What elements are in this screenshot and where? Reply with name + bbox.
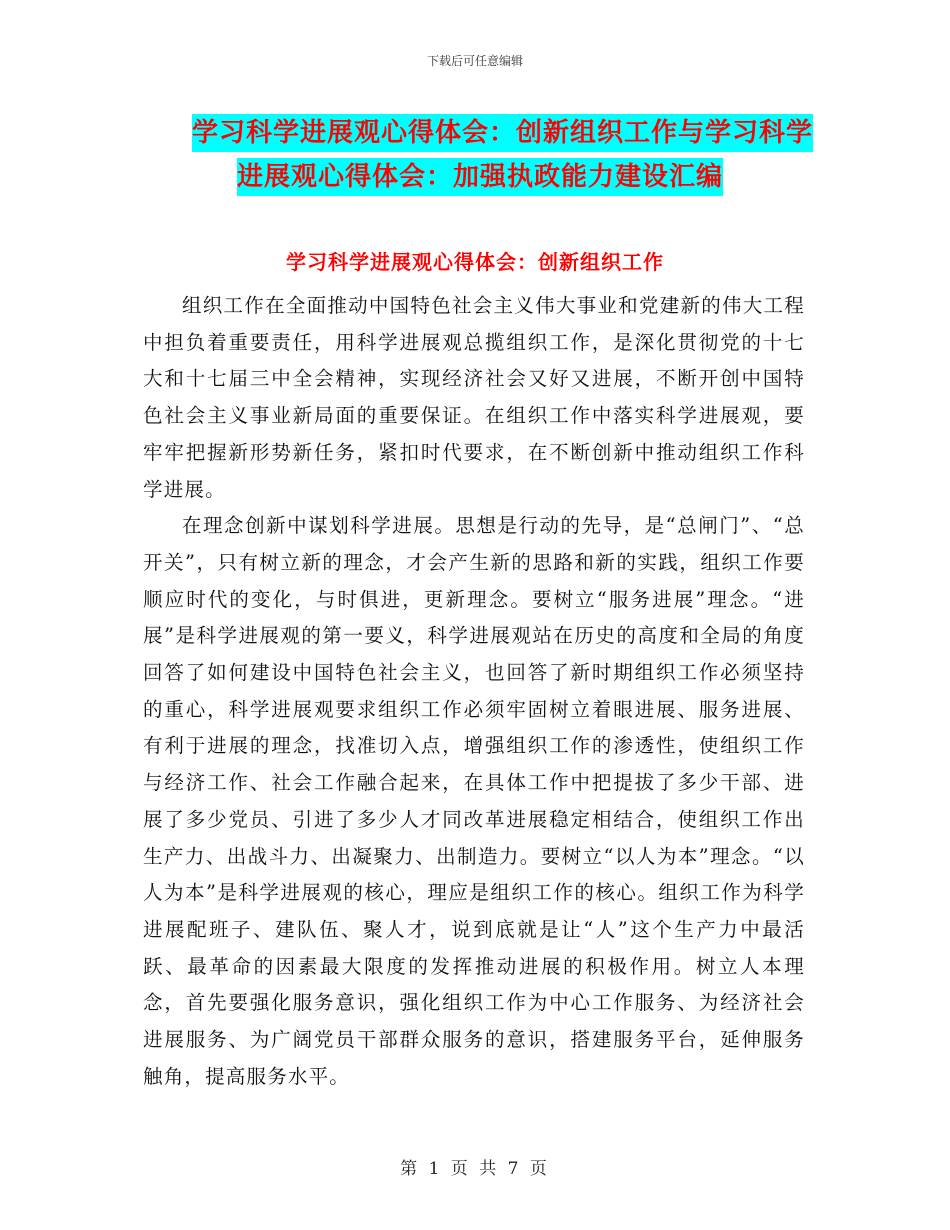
document-body [143,288,805,1095]
title-line-1-text: 学习科学进展观心得体会：创新组织工作与学习科学 [192,114,813,152]
document-title-line-2 [237,156,723,193]
title-line-2-text: 进展观心得体会：加强执政能力建设汇编 [237,158,723,196]
page-number-footer: 第 1 页 共 7 页 [400,1159,550,1179]
header-note: 下载后可任意编辑 [426,54,523,68]
paragraph-1: 组织工作在全面推动中国特色社会主义伟大事业和党建新的伟大工程中担负着重要责任，用科学进展观总揽组织工作，是深化贯彻党的十七大和十七届三中全会精神，实现经济社会又好又进展，不断开创中国特色社会主义事业新局面的重要保证。在组织工作中落实科学进展观，要牢牢把握新形势新任务，紧扣时代要求，在不断创新中推动组织工作科学进展。 [143,294,805,501]
document-title-line-1 [192,112,813,149]
paragraph-2: 在理念创新中谋划科学进展。思想是行动的先导，是“总闸门”、“总开关”，只有树立新的理念，才会产生新的思路和新的实践，组织工作要顺应时代的变化，与时俱进，更新理念。要树立“服务进展”理念。“进展”是科学进展观的第一要义，科学进展观站在历史的高度和全局的角度回答了如何建设中国特色社会主义，也回答了新时期组织工作必须坚持的重心，科学进展观要求组织工作必须牢固树立着眼进展、服务进展、有利于进展的理念，找准切入点，增强组织工作的渗透性，使组织工作与经济工作、社会工作融合起来，在具体工作中把提拔了多少干部、进展了多少党员、引进了多少人才同改革进展稳定相结合，使组织工作出生产力、出战斗力、出凝聚力、出制造力。要树立“以人为本”理念。“以人为本”是科学进展观的核心，理应是组织工作的核心。组织工作为科学进展配班子、建队伍、聚人才，说到底就是让“人”这个生产力中最活跃、最革命的因素最大限度的发挥推动进展的积极作用。树立人本理念，首先要强化服务意识，强化组织工作为中心工作服务、为经济社会进展服务、为广阔党员干部群众服务的意识，搭建服务平台，延伸服务触角，提高服务水平。 [143,514,805,1088]
section-title: 学习科学进展观心得体会：创新组织工作 [286,250,664,274]
